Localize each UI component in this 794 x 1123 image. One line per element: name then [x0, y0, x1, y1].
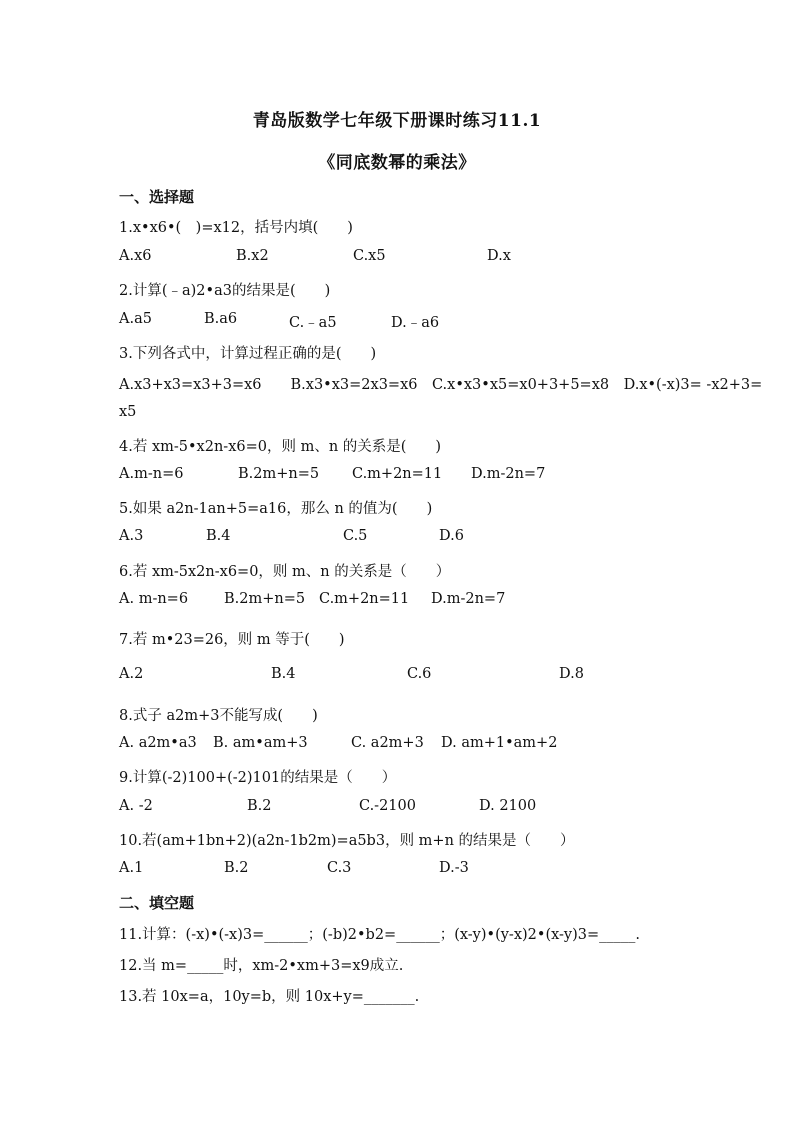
- question-3: [119, 342, 376, 363]
- question-11: 11.计算：(-x)•(-x)3=______；(-b)2•b2=______；(x-y)•(y-x)2•(x-y)3=_____.: [119, 927, 641, 943]
- question-1-stem: 1.x•x6•( )=x12，括号内填( ): [119, 220, 353, 236]
- question-10-stem: 10.若(am+1bn+2)(a2n-1b2m)=a5b3，则 m+n 的结果是（ ）: [119, 833, 575, 849]
- question-3-stem: 3.下列各式中，计算过程正确的是( ): [119, 346, 377, 362]
- option-d: D.x: [487, 248, 511, 264]
- option-c: C.﹣a5: [289, 315, 337, 331]
- option-a: A.1: [119, 860, 144, 876]
- option-d: D.6: [439, 528, 464, 544]
- option-c: C.x5: [353, 248, 386, 264]
- question-2-stem: 2.计算(﹣a)2•a3的结果是( ): [119, 283, 331, 299]
- option-c: C.3: [327, 860, 352, 876]
- question-7: [119, 628, 345, 649]
- option-c: C. a2m+3: [351, 735, 424, 751]
- question-9: [119, 766, 396, 787]
- option-d: D.m-2n=7: [431, 591, 506, 607]
- option-d: D.m-2n=7: [471, 466, 546, 482]
- section-heading-fill-in: 二、填空题: [119, 894, 195, 912]
- option-b: B.a6: [204, 311, 238, 327]
- option-b: B.2: [247, 798, 272, 814]
- question-6: [119, 560, 450, 581]
- question-3-options-continued: x5: [119, 404, 137, 420]
- section-heading-choice: 一、选择题: [119, 188, 195, 206]
- question-9-stem: 9.计算(-2)100+(-2)101的结果是（ ）: [119, 770, 397, 786]
- option-a: A.m-n=6: [119, 466, 184, 482]
- page-subtitle: 《同底数幂的乘法》: [318, 153, 476, 173]
- option-b: B.x2: [236, 248, 269, 264]
- option-d: D. am+1•am+2: [441, 735, 558, 751]
- option-b: B.2m+n=5: [224, 591, 306, 607]
- question-8: [119, 704, 318, 725]
- question-2: [119, 279, 330, 300]
- option-c: C.6: [407, 666, 432, 682]
- option-c: C.5: [343, 528, 368, 544]
- option-b: B.2: [224, 860, 249, 876]
- option-a: A.x6: [119, 248, 152, 264]
- question-4-stem: 4.若 xm-5•x2n-x6=0，则 m、n 的关系是( ): [119, 439, 442, 455]
- option-d: D.-3: [439, 860, 469, 876]
- question-10: [119, 829, 575, 850]
- option-b: B. am•am+3: [213, 735, 308, 751]
- question-5-stem: 5.如果 a2n-1an+5=a16，那么 n 的值为( ): [119, 501, 433, 517]
- option-d: D. 2100: [479, 798, 537, 814]
- option-b: B.4: [271, 666, 296, 682]
- question-5: [119, 497, 432, 518]
- option-b: B.4: [206, 528, 231, 544]
- option-d: D.﹣a6: [391, 315, 440, 331]
- option-b: B.2m+n=5: [238, 466, 320, 482]
- option-c: C.m+2n=11: [352, 466, 443, 482]
- question-8-stem: 8.式子 a2m+3不能写成( ): [119, 708, 318, 724]
- question-13: 13.若 10x=a，10y=b，则 10x+y=_______.: [119, 989, 420, 1005]
- question-7-stem: 7.若 m•23=26，则 m 等于( ): [119, 632, 345, 648]
- option-a: A.2: [119, 666, 144, 682]
- option-a: A.a5: [119, 311, 152, 327]
- option-c: C.m+2n=11: [319, 591, 410, 607]
- option-d: D.8: [559, 666, 584, 682]
- question-1: [119, 216, 353, 237]
- page-title: 青岛版数学七年级下册课时练习11.1: [252, 111, 542, 131]
- question-6-stem: 6.若 xm-5x2n-x6=0，则 m、n 的关系是（ ）: [119, 564, 451, 580]
- question-12: 12.当 m=_____时，xm-2•xm+3=x9成立.: [119, 958, 404, 974]
- question-4: [119, 435, 441, 456]
- question-3-options: A.x3+x3=x3+3=x6 B.x3•x3=2x3=x6 C.x•x3•x5=x0+3+5=x8 D.x•(-x)3= -x2+3=: [119, 377, 763, 393]
- option-c: C.-2100: [359, 798, 416, 814]
- option-a: A. a2m•a3: [119, 735, 197, 751]
- option-a: A.3: [119, 528, 144, 544]
- option-a: A. m-n=6: [119, 591, 189, 607]
- option-a: A. -2: [119, 798, 153, 814]
